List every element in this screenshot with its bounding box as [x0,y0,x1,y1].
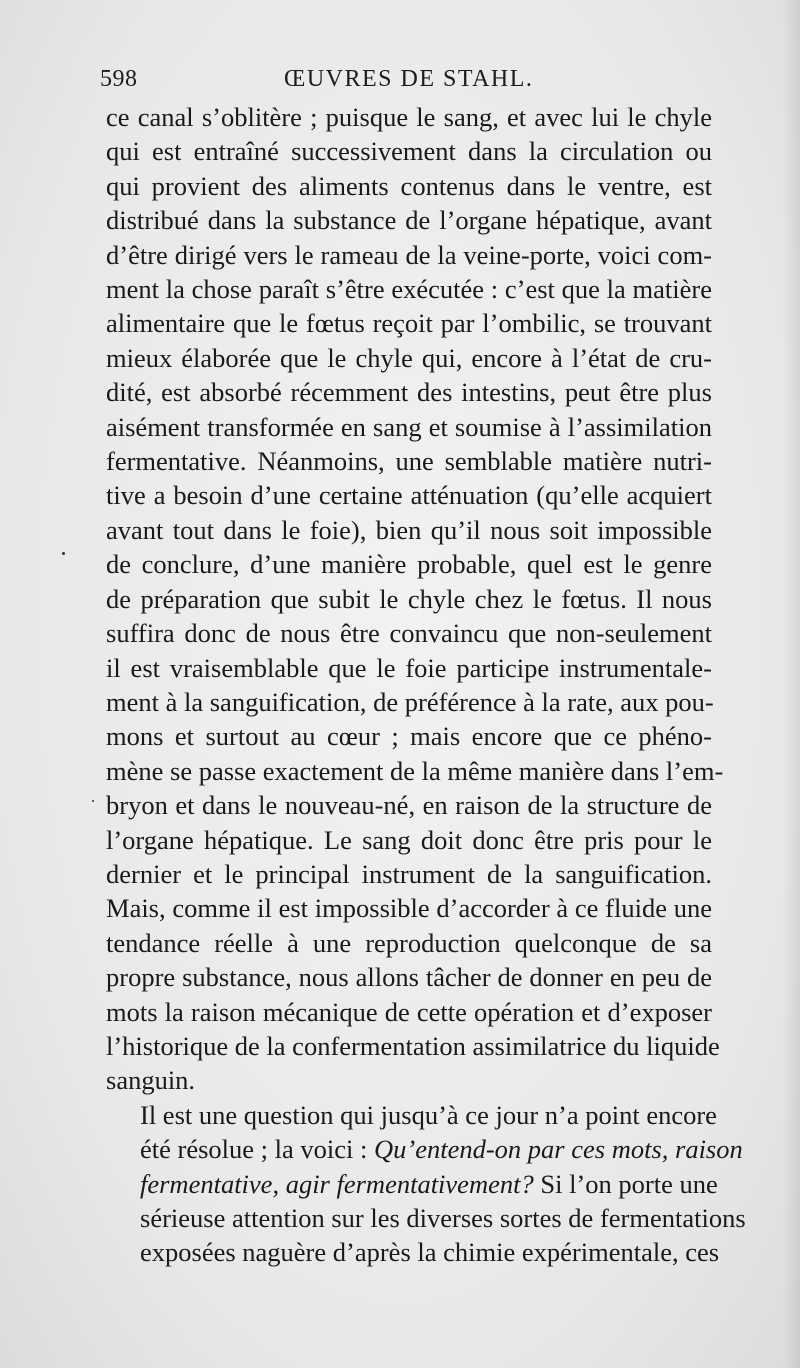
text-line: dernier et le principal instrument de la sanguification. [106,858,712,889]
text-line: d’être dirigé vers le rameau de la veine-porte, voici com- [106,239,712,270]
text-line: qui provient des aliments contenus dans le ventre, est [106,170,712,201]
text-line: l’organe hépatique. Le sang doit donc être pris pour le [106,824,712,855]
text-line: sérieuse attention sur les diverses sortes de fermentations [140,1203,746,1233]
text-line: mots la raison mécanique de cette opération et d’exposer [106,996,712,1027]
text-span: Si l’on porte une [533,1168,718,1199]
text-line: de préparation que subit le chyle chez le fœtus. Il nous [106,583,712,614]
text-line: exposées naguère d’après la chimie expérimentale, ces [140,1237,720,1268]
text-line: de conclure, d’une manière probable, quel est le genre [106,549,712,580]
paragraph-2 [106,1098,746,1270]
text-line: fermentative. Néanmoins, une semblable matière nutri- [106,446,712,477]
page-edge-shadow [782,0,800,1368]
text-line: dité, est absorbé récemment des intestins, peut être plus [106,377,712,408]
text-line: qui est entraîné successivement dans la circulation ou [106,136,712,167]
text-line: suffira donc de nous être convaincu que non-seulement [106,618,712,649]
text-line [106,1167,718,1201]
text-line: mieux élaborée que le chyle qui, encore à l’état de cru- [106,342,712,373]
running-head [100,62,714,98]
print-speck [62,552,65,555]
text-line: tendance réelle à une reproduction quelconque de sa [106,927,712,958]
text-line: tive a besoin d’une certaine atténuation (qu’elle acquiert [106,480,712,511]
text-line: bryon et dans le nouveau-né, en raison de la structure de [106,790,712,821]
text-line: ment la chose paraît s’être exécutée : c’est que la matière [106,274,712,305]
text-line: Mais, comme il est impossible d’accorder à ce fluide une [106,893,712,924]
text-line: ce canal s’oblitère ; puisque le sang, et avec lui le chyle [106,102,712,132]
text-line: propre substance, nous allons tâcher de donner en peu de [106,962,712,993]
text-line: distribué dans la substance de l’organe hépatique, avant [106,205,712,236]
text-span: été résolue ; la voici : [140,1134,374,1165]
text-line: alimentaire que le fœtus reçoit par l’ombilic, se trouvant [106,308,712,339]
running-title: ŒUVRES DE STAHL. [284,66,534,92]
text-line: il est vraisemblable que le foie participe instrumentale- [106,652,712,683]
text-line: mons et surtout au cœur ; mais encore que ce phéno- [106,721,712,752]
text-line: ment à la sanguification, de préférence à la rate, aux pou- [106,686,714,717]
text-line: sanguin. [106,1065,196,1096]
text-line: Il est une question qui jusqu’à ce jour n’a point encore [140,1099,717,1130]
text-line [106,1132,743,1166]
print-speck [92,800,94,802]
text-line: aisément transformée en sang et soumise à l’assimilation [106,411,712,442]
italic-text: fermentative, agir fermentativement? [140,1168,534,1199]
body-text [106,100,746,1270]
text-line: l’historique de la confermentation assimilatrice du liquide [106,1030,720,1061]
page-number: 598 [100,66,138,92]
text-line: mène se passe exactement de la même manière dans l’em- [106,755,724,786]
text-line: avant tout dans le foie), bien qu’il nous soit impossible [106,514,712,545]
italic-text: Qu’entend-on par ces mots, raison [374,1134,743,1165]
paragraph-1 [106,100,724,1098]
